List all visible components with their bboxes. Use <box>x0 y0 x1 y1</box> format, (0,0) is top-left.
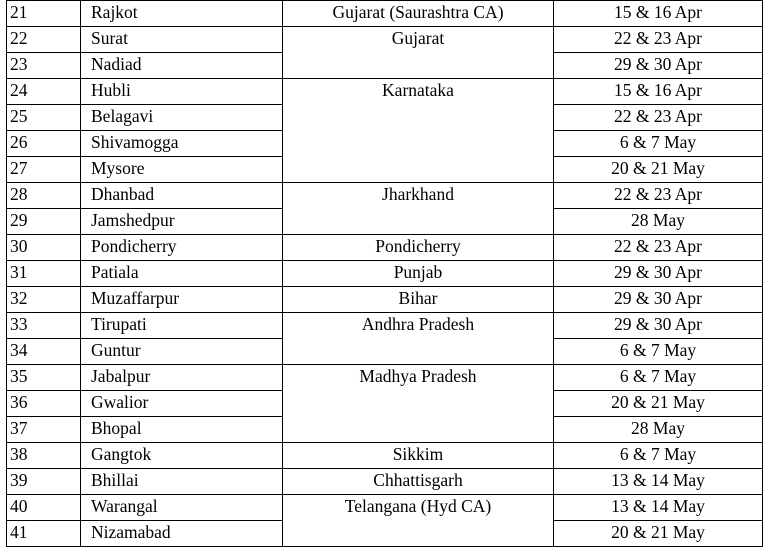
state-cell: Bihar <box>283 287 554 313</box>
serial-number-cell: 37 <box>7 417 81 443</box>
table-row <box>7 183 763 209</box>
dates-cell: 13 & 14 May <box>554 469 763 495</box>
city-cell: Shivamogga <box>81 131 283 157</box>
dates-cell: 20 & 21 May <box>554 157 763 183</box>
city-cell: Gangtok <box>81 443 283 469</box>
schedule-table-body <box>7 1 763 547</box>
serial-number-cell: 41 <box>7 521 81 547</box>
state-cell: Punjab <box>283 261 554 287</box>
serial-number-cell: 27 <box>7 157 81 183</box>
serial-number-cell: 25 <box>7 105 81 131</box>
city-cell: Jamshedpur <box>81 209 283 235</box>
dates-cell: 15 & 16 Apr <box>554 79 763 105</box>
city-cell: Muzaffarpur <box>81 287 283 313</box>
state-cell: Jharkhand <box>283 183 554 235</box>
dates-cell: 28 May <box>554 209 763 235</box>
table-row <box>7 261 763 287</box>
serial-number-cell: 26 <box>7 131 81 157</box>
city-cell: Nadiad <box>81 53 283 79</box>
table-row <box>7 235 763 261</box>
serial-number-cell: 32 <box>7 287 81 313</box>
city-cell: Gwalior <box>81 391 283 417</box>
table-row <box>7 287 763 313</box>
dates-cell: 20 & 21 May <box>554 521 763 547</box>
dates-cell: 29 & 30 Apr <box>554 313 763 339</box>
city-cell: Tirupati <box>81 313 283 339</box>
serial-number-cell: 40 <box>7 495 81 521</box>
state-cell: Chhattisgarh <box>283 469 554 495</box>
table-row <box>7 443 763 469</box>
dates-cell: 29 & 30 Apr <box>554 287 763 313</box>
dates-cell: 20 & 21 May <box>554 391 763 417</box>
city-cell: Belagavi <box>81 105 283 131</box>
dates-cell: 22 & 23 Apr <box>554 183 763 209</box>
table-row <box>7 27 763 53</box>
city-cell: Nizamabad <box>81 521 283 547</box>
dates-cell: 6 & 7 May <box>554 339 763 365</box>
city-cell: Dhanbad <box>81 183 283 209</box>
table-row <box>7 495 763 521</box>
dates-cell: 29 & 30 Apr <box>554 53 763 79</box>
city-cell: Warangal <box>81 495 283 521</box>
serial-number-cell: 39 <box>7 469 81 495</box>
dates-cell: 22 & 23 Apr <box>554 235 763 261</box>
table-row <box>7 1 763 27</box>
city-cell: Bhopal <box>81 417 283 443</box>
city-cell: Jabalpur <box>81 365 283 391</box>
state-cell: Andhra Pradesh <box>283 313 554 365</box>
city-cell: Guntur <box>81 339 283 365</box>
dates-cell: 22 & 23 Apr <box>554 105 763 131</box>
state-cell: Madhya Pradesh <box>283 365 554 443</box>
serial-number-cell: 38 <box>7 443 81 469</box>
serial-number-cell: 33 <box>7 313 81 339</box>
state-cell: Sikkim <box>283 443 554 469</box>
serial-number-cell: 34 <box>7 339 81 365</box>
state-cell: Gujarat <box>283 27 554 79</box>
serial-number-cell: 31 <box>7 261 81 287</box>
dates-cell: 13 & 14 May <box>554 495 763 521</box>
serial-number-cell: 24 <box>7 79 81 105</box>
serial-number-cell: 29 <box>7 209 81 235</box>
city-cell: Mysore <box>81 157 283 183</box>
dates-cell: 29 & 30 Apr <box>554 261 763 287</box>
dates-cell: 15 & 16 Apr <box>554 1 763 27</box>
city-cell: Rajkot <box>81 1 283 27</box>
table-row <box>7 365 763 391</box>
table-row <box>7 469 763 495</box>
serial-number-cell: 36 <box>7 391 81 417</box>
state-cell: Gujarat (Saurashtra CA) <box>283 1 554 27</box>
table-row <box>7 79 763 105</box>
dates-cell: 22 & 23 Apr <box>554 27 763 53</box>
city-cell: Surat <box>81 27 283 53</box>
serial-number-cell: 30 <box>7 235 81 261</box>
city-cell: Hubli <box>81 79 283 105</box>
serial-number-cell: 35 <box>7 365 81 391</box>
city-cell: Patiala <box>81 261 283 287</box>
dates-cell: 6 & 7 May <box>554 131 763 157</box>
state-cell: Karnataka <box>283 79 554 183</box>
serial-number-cell: 28 <box>7 183 81 209</box>
state-cell: Telangana (Hyd CA) <box>283 495 554 547</box>
serial-number-cell: 22 <box>7 27 81 53</box>
dates-cell: 6 & 7 May <box>554 443 763 469</box>
schedule-table <box>6 0 763 547</box>
dates-cell: 6 & 7 May <box>554 365 763 391</box>
city-cell: Bhillai <box>81 469 283 495</box>
state-cell: Pondicherry <box>283 235 554 261</box>
serial-number-cell: 23 <box>7 53 81 79</box>
serial-number-cell: 21 <box>7 1 81 27</box>
dates-cell: 28 May <box>554 417 763 443</box>
table-row <box>7 313 763 339</box>
city-cell: Pondicherry <box>81 235 283 261</box>
